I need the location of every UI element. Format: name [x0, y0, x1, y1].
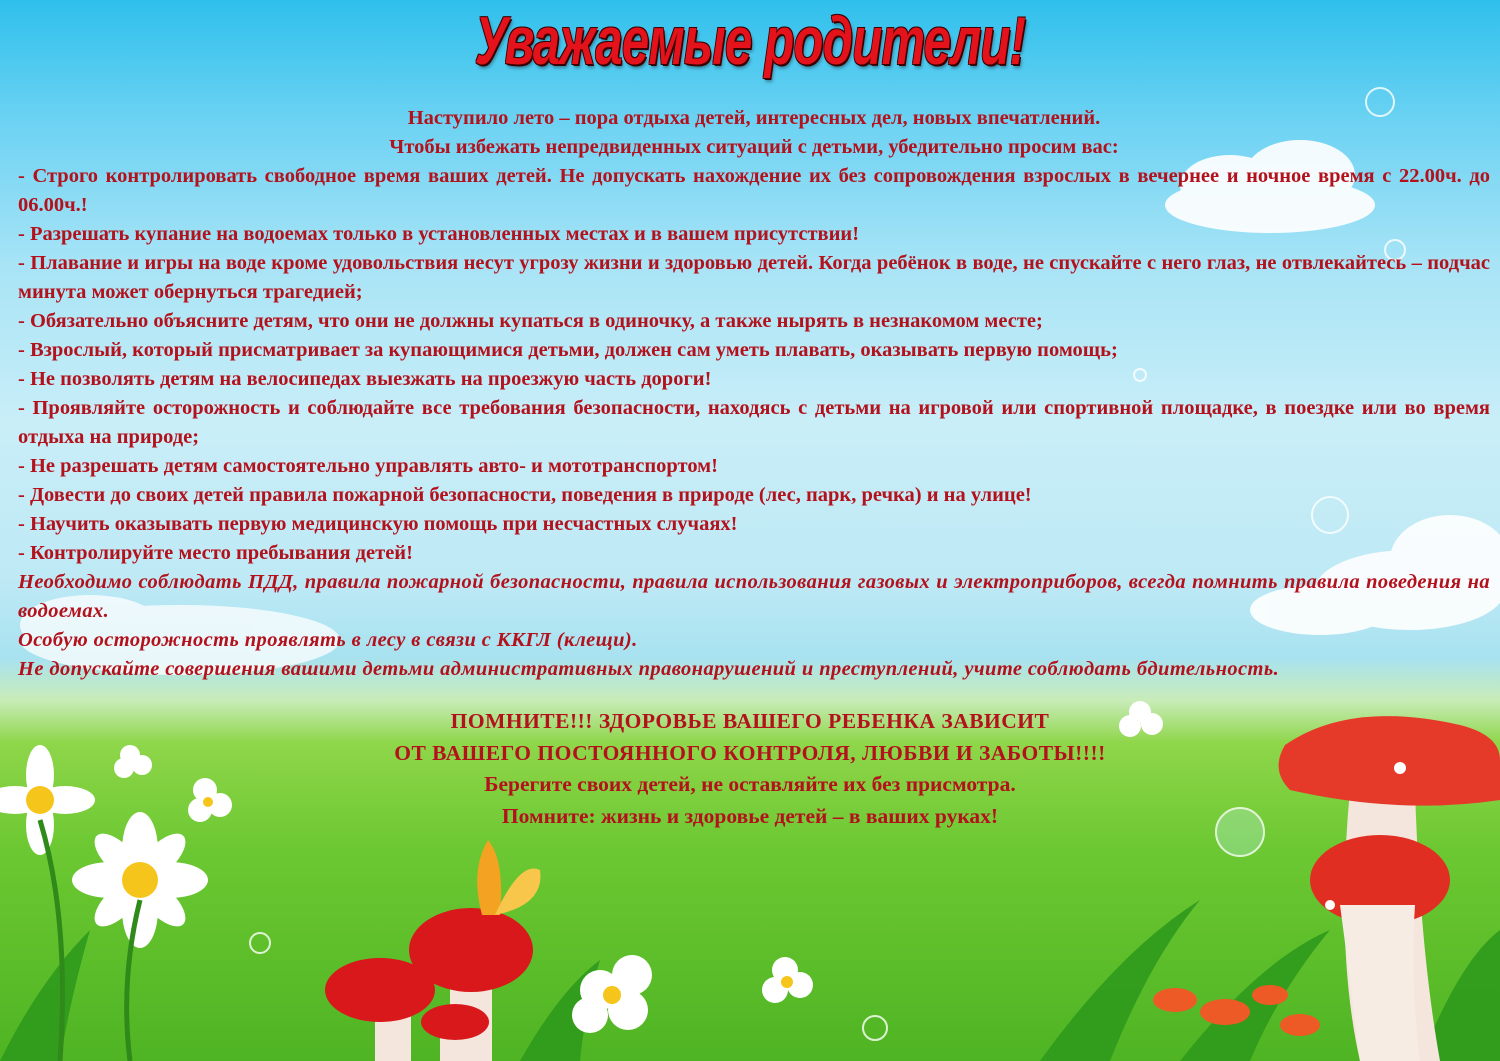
page-title: Уважаемые родители! — [474, 3, 1026, 79]
closing-block — [0, 706, 1500, 832]
butterfly-icon — [477, 840, 540, 915]
rule-item: - Плавание и игры на воде кроме удовольствия несут угрозу жизни и здоровью детей. Когда ребёнок в воде, не спускайте с него глаз, не отвлекайтесь – подчас минута может обернуться трагедией; — [18, 252, 1490, 303]
rule-item: - Научить оказывать первую медицинскую помощь при несчастных случаях! — [18, 513, 738, 535]
rule-item: - Обязательно объясните детям, что они не должны купаться в одиночку, а также нырять в незнакомом месте; — [18, 310, 1043, 332]
note-item: Необходимо соблюдать ПДД, правила пожарной безопасности, правила использования газовых и электроприборов, всегда помнить правила поведения на водоемах. — [18, 571, 1490, 622]
note-item: Особую осторожность проявлять в лесу в связи с ККГЛ (клещи). — [18, 629, 638, 651]
intro-line: Наступило лето – пора отдыха детей, интересных дел, новых впечатлений. — [407, 107, 1101, 129]
rule-item: - Взрослый, который присматривает за купающимися детьми, должен сам уметь плавать, оказывать первую помощь; — [18, 339, 1118, 361]
rule-item: - Разрешать купание на водоемах только в установленных местах и в вашем присутствии! — [18, 223, 860, 245]
mushroom-icon — [325, 908, 533, 1061]
rule-item: - Не разрешать детям самостоятельно управлять авто- и мототранспортом! — [18, 455, 718, 477]
rule-item: - Довести до своих детей правила пожарной безопасности, поведения в природе (лес, парк, речка) и на улице! — [18, 484, 1032, 506]
rule-item: - Контролируйте место пребывания детей! — [18, 542, 413, 564]
rule-item: - Строго контролировать свободное время ваших детей. Не допускать нахождение их без сопровождения взрослых в вечернее и ночное время с 22.00ч. до 06.00ч.! — [18, 165, 1490, 216]
main-text — [18, 104, 1490, 684]
closing-line: ОТ ВАШЕГО ПОСТОЯННОГО КОНТРОЛЯ, ЛЮБВИ И ЗАБОТЫ!!!! — [394, 740, 1106, 765]
closing-line: ПОМНИТЕ!!! ЗДОРОВЬЕ ВАШЕГО РЕБЕНКА ЗАВИСИТ — [450, 709, 1050, 733]
rule-item: - Не позволять детям на велосипедах выезжать на проезжую часть дороги! — [18, 368, 712, 390]
closing-line: Берегите своих детей, не оставляйте их без присмотра. — [484, 772, 1016, 796]
closing-line: Помните: жизнь и здоровье детей – в ваших руках! — [501, 803, 999, 828]
note-item: Не допускайте совершения вашими детьми административных правонарушений и преступлений, учите соблюдать бдительность. — [18, 658, 1280, 680]
rule-item: - Проявляйте осторожность и соблюдайте все требования безопасности, находясь с детьми на игровой или спортивной площадке, в поездке или во время отдыха на природе; — [18, 397, 1490, 448]
daisy-flower-icon — [72, 812, 208, 948]
intro-line: Чтобы избежать непредвиденных ситуаций с детьми, убедительно просим вас: — [389, 136, 1119, 158]
grass-icon — [0, 900, 1500, 1061]
